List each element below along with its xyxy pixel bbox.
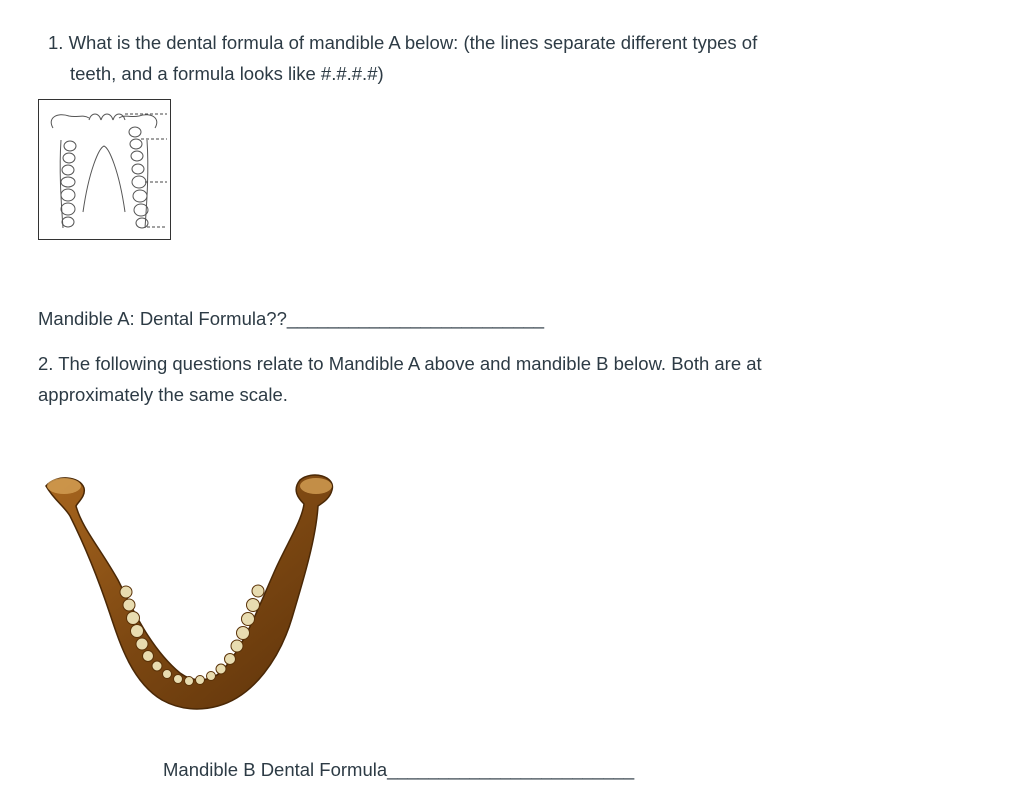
question-1-line-2: teeth, and a formula looks like #.#.#.#) — [70, 63, 384, 84]
question-1-line-1: 1. What is the dental formula of mandible A below: (the lines separate different types of — [48, 32, 758, 53]
mandible-b-blank: ________________________ — [387, 759, 635, 780]
mandible-a-answer-line — [38, 305, 544, 333]
question-1 — [48, 27, 848, 89]
mandible-b-label: Mandible B Dental Formula — [163, 759, 388, 780]
mandible-a-label: Mandible A: Dental Formula?? — [38, 308, 287, 329]
mandible-b-photo — [40, 468, 340, 718]
mandible-a-diagram — [38, 99, 171, 240]
mandible-b-answer-line — [163, 756, 634, 784]
mandible-a-blank: _________________________ — [286, 308, 545, 329]
question-2: 2. The following questions relate to Mandible A above and mandible B below. Both are at approximately the same scale. — [38, 353, 762, 405]
